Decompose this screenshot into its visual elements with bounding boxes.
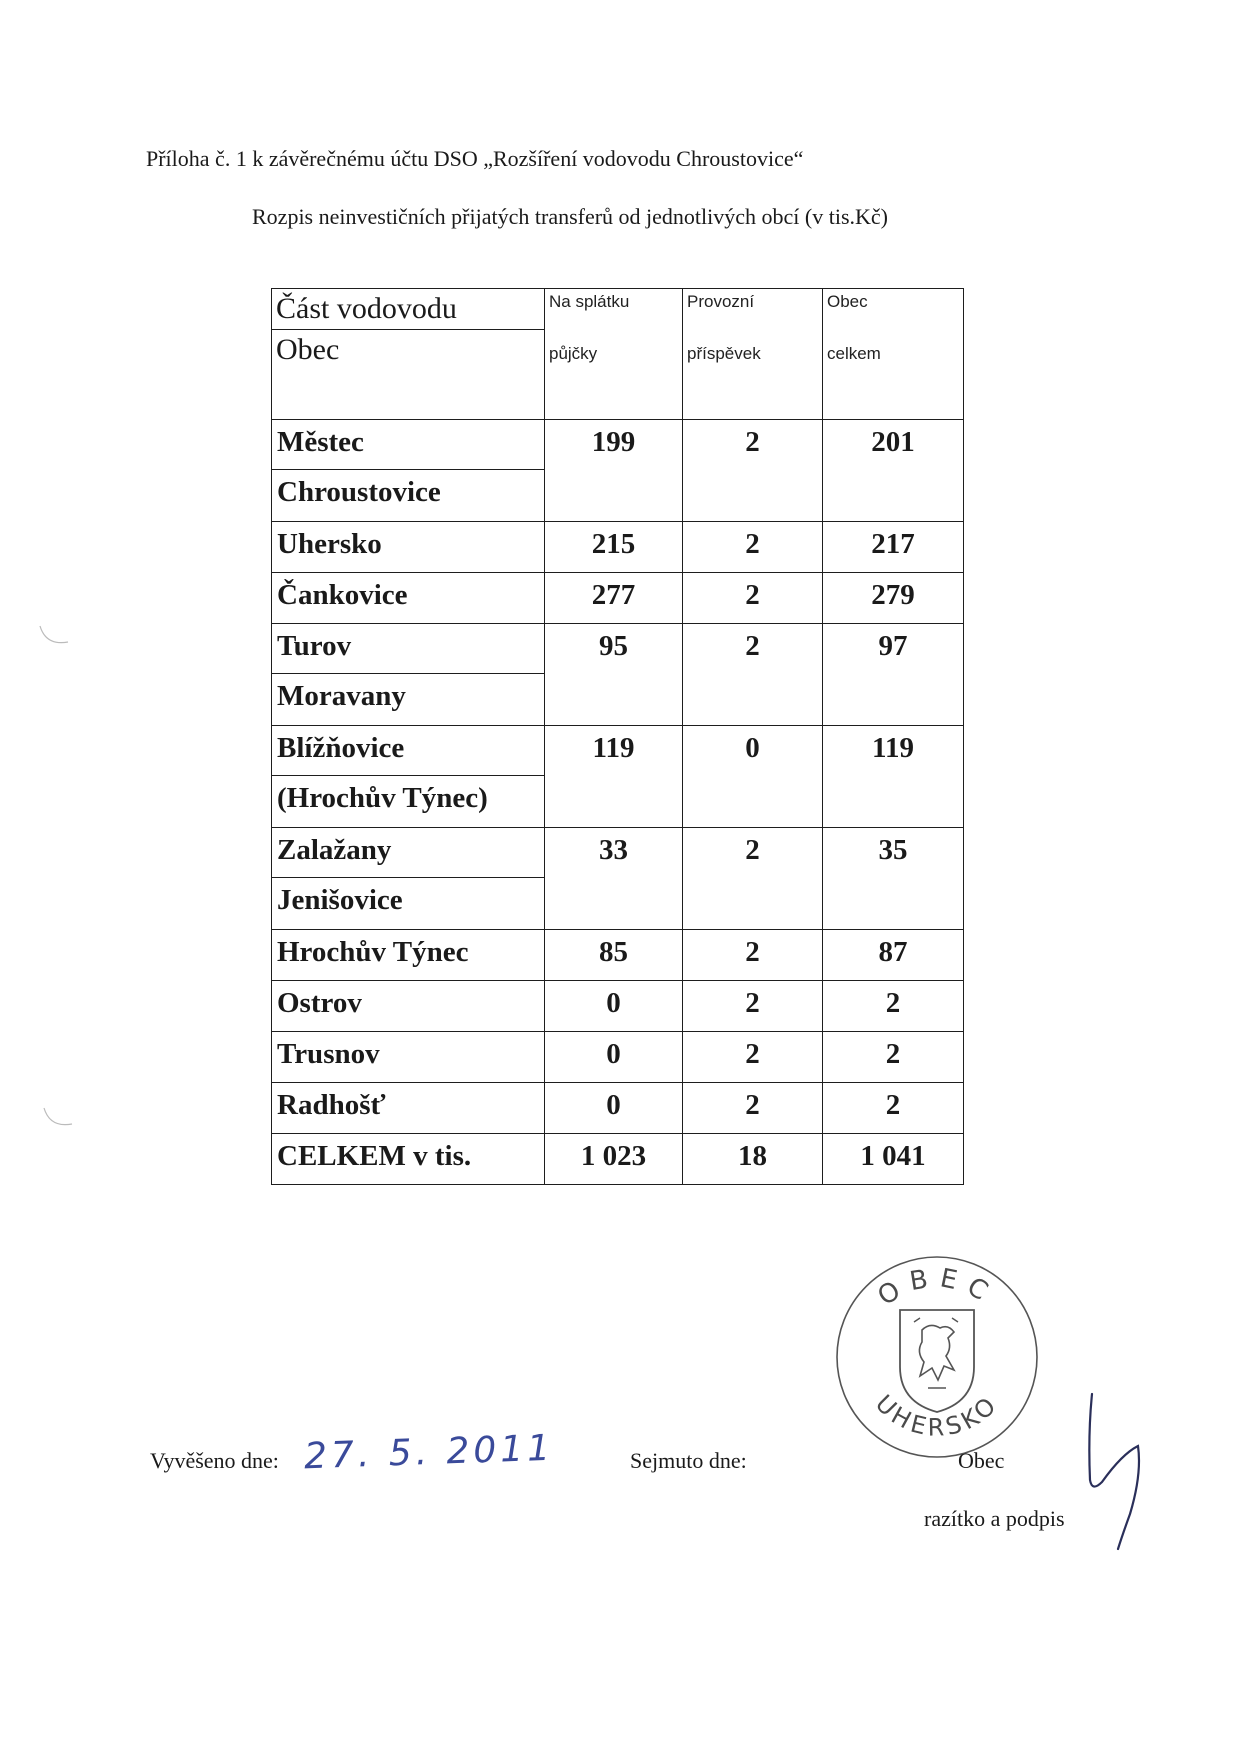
total-value: 97	[823, 624, 964, 726]
table-header-row	[272, 289, 964, 420]
municipality-cell	[272, 624, 545, 726]
operating-value: 2	[683, 828, 823, 930]
total-label: CELKEM v tis.	[277, 1140, 472, 1172]
municipality-cell	[272, 1032, 545, 1083]
municipality-name: Uhersko	[277, 528, 382, 560]
total-label-cell	[272, 1134, 545, 1185]
total-value: 2	[823, 1083, 964, 1134]
operating-total: 18	[683, 1134, 823, 1185]
loan-value: 0	[545, 1032, 683, 1083]
table-row	[272, 624, 964, 726]
municipality-cell	[272, 726, 545, 828]
municipality-name: Trusnov	[277, 1038, 380, 1070]
operating-value: 2	[683, 522, 823, 573]
municipality-name-secondary: Jenišovice	[277, 884, 403, 916]
total-value: 87	[823, 930, 964, 981]
municipality-cell	[272, 828, 545, 930]
header-part-label: Část vodovodu	[272, 289, 544, 330]
loan-value: 215	[545, 522, 683, 573]
municipal-seal-stamp	[832, 1252, 1042, 1462]
municipality-name: Turov	[272, 624, 544, 674]
municipality-name: Hrochův Týnec	[277, 936, 469, 968]
municipality-name-secondary: (Hrochův Týnec)	[277, 782, 488, 814]
municipality-cell	[272, 981, 545, 1032]
stamp-top-text: OBEC	[872, 1263, 1002, 1313]
stamp-and-signature-label: razítko a podpis	[924, 1506, 1065, 1531]
total-value: 35	[823, 828, 964, 930]
header-total-line1: Obec	[827, 292, 868, 311]
operating-value: 2	[683, 573, 823, 624]
municipality-cell	[272, 930, 545, 981]
table-row	[272, 522, 964, 573]
operating-value: 0	[683, 726, 823, 828]
table-row	[272, 828, 964, 930]
stamp-bottom-text: UHERSKO	[869, 1389, 1005, 1442]
total-value: 119	[823, 726, 964, 828]
municipality-name: Městec	[272, 420, 544, 470]
municipality-name: Radhošť	[277, 1089, 386, 1121]
municipality-signature-label: Obec	[958, 1448, 1005, 1473]
loan-value: 119	[545, 726, 683, 828]
municipality-cell	[272, 420, 545, 522]
loan-total: 1 023	[545, 1134, 683, 1185]
table-row	[272, 981, 964, 1032]
coat-of-arms-icon	[900, 1310, 974, 1412]
operating-value: 2	[683, 1032, 823, 1083]
municipality-name: Čankovice	[277, 579, 408, 611]
operating-value: 2	[683, 1083, 823, 1134]
municipality-name-secondary: Moravany	[277, 680, 406, 712]
svg-text:UHERSKO	[870, 1389, 1004, 1441]
total-value: 2	[823, 1032, 964, 1083]
header-operating-line1: Provozní	[687, 292, 755, 311]
header-loan-line2: půjčky	[549, 344, 598, 363]
posted-date-handwritten: 27. 5. 2011	[303, 1427, 555, 1478]
loan-value: 199	[545, 420, 683, 522]
loan-value: 33	[545, 828, 683, 930]
municipality-cell	[272, 1083, 545, 1134]
document-heading: Příloha č. 1 k závěrečnému účtu DSO „Rozšíření vodovodu Chroustovice“	[146, 146, 804, 171]
operating-value: 2	[683, 624, 823, 726]
removed-date-label: Sejmuto dne:	[630, 1448, 747, 1473]
header-cell-loan	[545, 289, 683, 420]
svg-text:OBEC	[873, 1263, 1002, 1312]
header-municipality-label: Obec	[276, 333, 340, 366]
loan-value: 85	[545, 930, 683, 981]
operating-value: 2	[683, 981, 823, 1032]
table-row	[272, 1032, 964, 1083]
header-cell-part	[272, 289, 545, 420]
total-value: 279	[823, 573, 964, 624]
municipality-cell	[272, 522, 545, 573]
operating-value: 2	[683, 930, 823, 981]
loan-value: 95	[545, 624, 683, 726]
municipality-cell	[272, 573, 545, 624]
table-row	[272, 573, 964, 624]
total-value: 201	[823, 420, 964, 522]
municipality-name-secondary: Chroustovice	[277, 476, 441, 508]
margin-punch-mark	[36, 622, 76, 652]
municipality-name: Ostrov	[277, 987, 362, 1019]
operating-value: 2	[683, 420, 823, 522]
municipality-name: Blížňovice	[272, 726, 544, 776]
margin-punch-mark	[40, 1104, 80, 1134]
table-total-row	[272, 1134, 964, 1185]
table-row	[272, 930, 964, 981]
loan-value: 0	[545, 1083, 683, 1134]
total-value: 2	[823, 981, 964, 1032]
table-row	[272, 420, 964, 522]
table-row	[272, 1083, 964, 1134]
loan-value: 277	[545, 573, 683, 624]
municipality-name: Zalažany	[272, 828, 544, 878]
document-subheading: Rozpis neinvestičních přijatých transferů od jednotlivých obcí (v tis.Kč)	[252, 204, 889, 229]
header-cell-operating	[683, 289, 823, 420]
posted-date-label: Vyvěšeno dne:	[150, 1448, 279, 1473]
loan-value: 0	[545, 981, 683, 1032]
header-cell-total	[823, 289, 964, 420]
grand-total: 1 041	[823, 1134, 964, 1185]
total-value: 217	[823, 522, 964, 573]
table-row	[272, 726, 964, 828]
header-operating-line2: příspěvek	[687, 344, 761, 363]
header-loan-line1: Na splátku	[549, 292, 630, 311]
handwritten-signature	[1078, 1384, 1158, 1554]
transfers-table	[271, 288, 964, 1185]
header-total-line2: celkem	[827, 344, 881, 363]
